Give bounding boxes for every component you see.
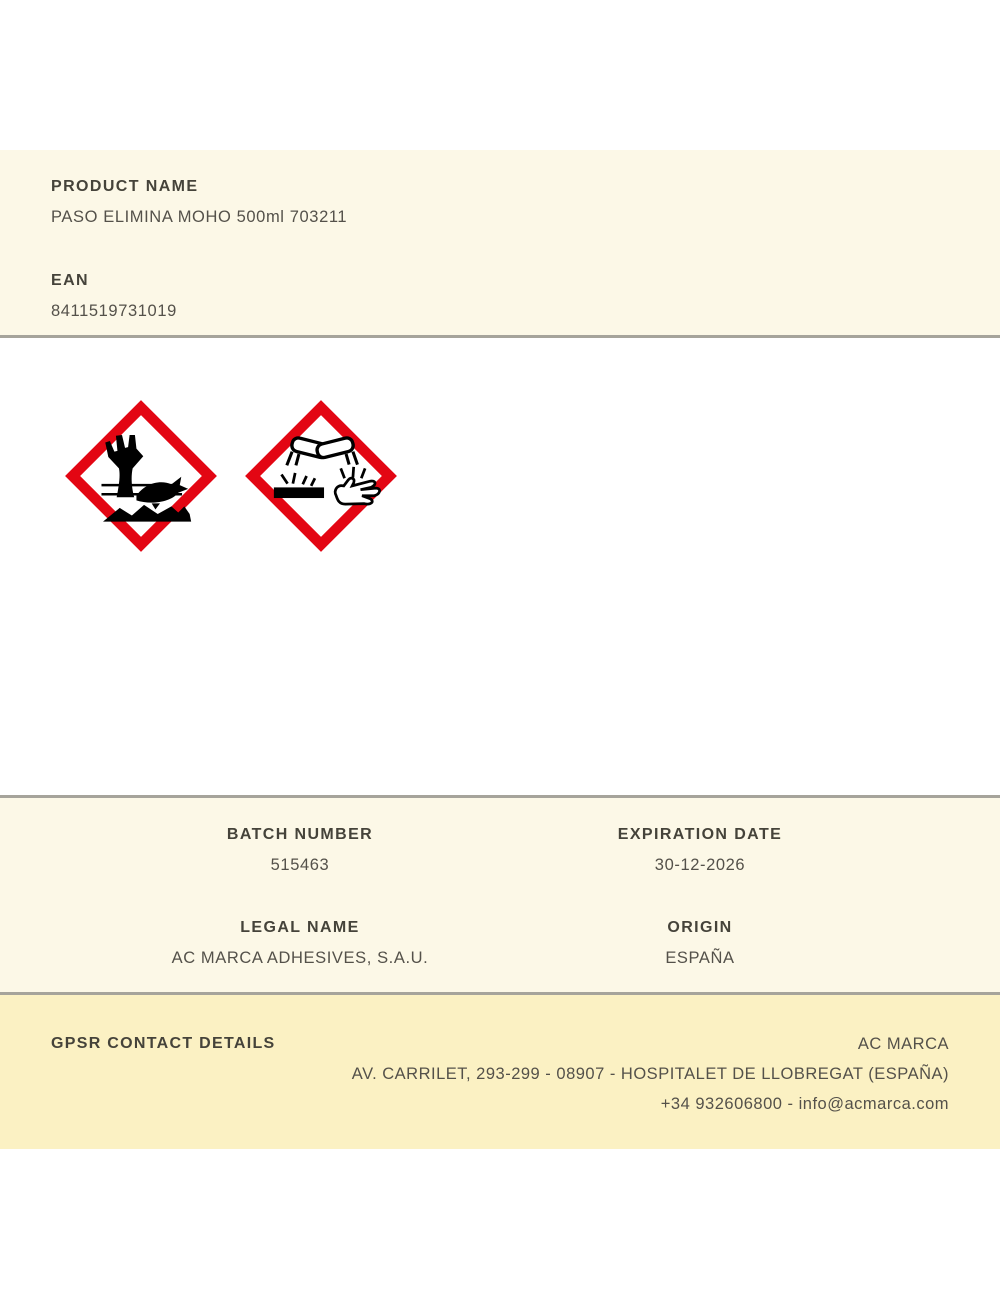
gpsr-contact-section — [0, 995, 1000, 1149]
legal-name-field — [100, 919, 500, 968]
batch-section — [0, 795, 1000, 995]
product-name-label: PRODUCT NAME — [51, 178, 199, 195]
batch-grid — [100, 826, 900, 968]
batch-number-value: 515463 — [270, 856, 330, 874]
expiration-date-label: EXPIRATION DATE — [617, 826, 783, 843]
gpsr-contact-title: GPSR CONTACT DETAILS — [51, 1035, 276, 1052]
legal-name-value: AC MARCA ADHESIVES, S.A.U. — [171, 949, 429, 967]
ean-field — [51, 272, 949, 321]
product-name-field — [51, 178, 949, 227]
origin-label: ORIGIN — [667, 919, 733, 936]
contact-phone-email: +34 932606800 - info@acmarca.com — [660, 1095, 949, 1113]
ean-label: EAN — [51, 272, 89, 289]
ean-value: 8411519731019 — [51, 302, 177, 320]
origin-value: ESPAÑA — [665, 949, 735, 967]
legal-name-label: LEGAL NAME — [240, 919, 360, 936]
batch-number-label: BATCH NUMBER — [226, 826, 374, 843]
contact-address: AV. CARRILET, 293-299 - 08907 - HOSPITALET DE LLOBREGAT (ESPAÑA) — [351, 1065, 949, 1083]
origin-field — [500, 919, 900, 968]
product-section — [0, 150, 1000, 338]
expiration-date-field — [500, 826, 900, 875]
product-name-value: PASO ELIMINA MOHO 500ml 703211 — [51, 208, 348, 226]
hazard-pictograms-section — [0, 338, 1000, 795]
batch-number-field — [100, 826, 500, 875]
contact-company: AC MARCA — [857, 1035, 949, 1053]
ghs05-corrosive-icon — [245, 400, 397, 552]
ghs09-environment-hazard-icon — [65, 400, 217, 552]
gpsr-contact-details — [352, 1035, 949, 1125]
expiration-date-value: 30-12-2026 — [654, 856, 746, 874]
